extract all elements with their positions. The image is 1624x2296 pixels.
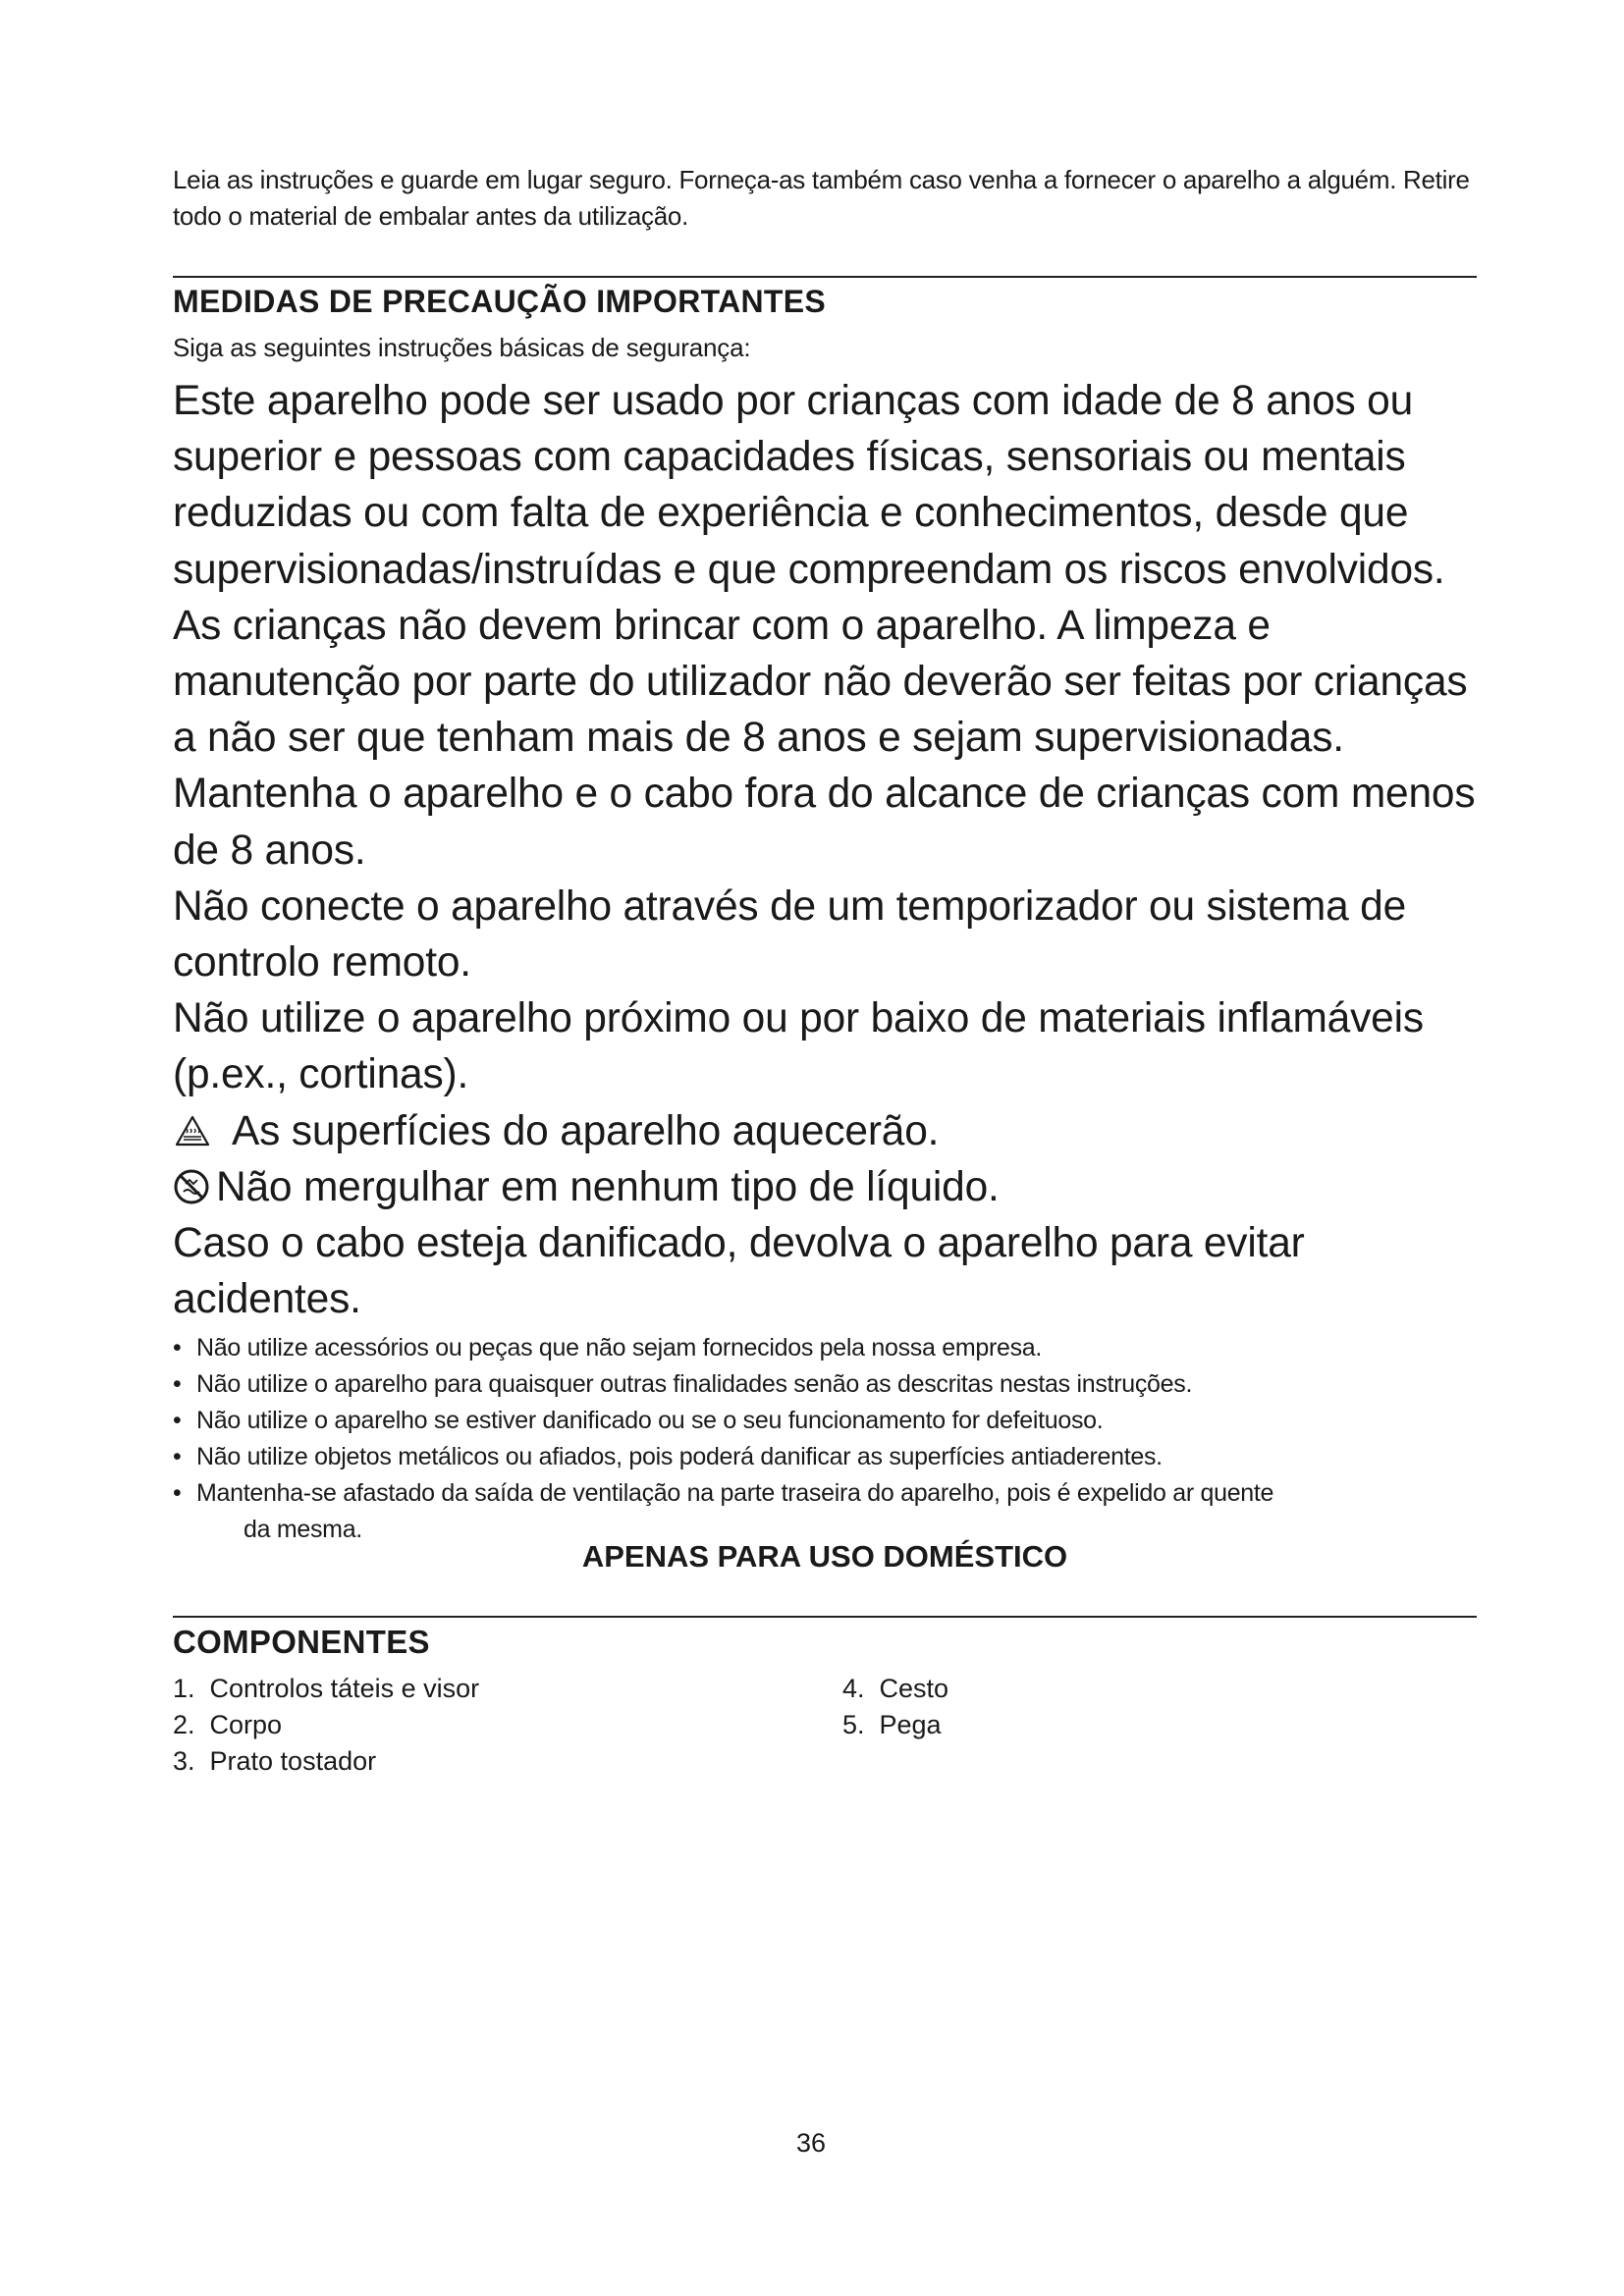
item-number: 5. xyxy=(842,1710,865,1739)
list-item xyxy=(842,1707,948,1743)
hot-surface-text: As superfícies do aparelho aquecerão. xyxy=(232,1107,940,1154)
components-list-right xyxy=(842,1671,948,1743)
bullet-list xyxy=(173,1330,1477,1548)
no-immerse-line xyxy=(173,1159,1489,1215)
bullet-text-continuation: da mesma. xyxy=(244,1516,362,1543)
item-number: 1. xyxy=(173,1674,195,1703)
hot-surface-warning-icon xyxy=(175,1115,210,1147)
item-label: Cesto xyxy=(879,1674,949,1703)
bullet-text: Não utilize o aparelho para quaisquer outras finalidades senão as descritas nestas instruções. xyxy=(196,1370,1193,1398)
list-item xyxy=(173,1439,1477,1475)
children-supervision-warning: Este aparelho pode ser usado por crianças com idade de 8 anos ou superior e pessoas com capacidades físicas, sensoriais ou mentais reduzidas ou com falta de experiência e conhecimentos, desde que supervisionadas/instruídas e que compreendam os riscos envolvidos. As crianças não devem brincar com o aparelho. A limpeza e manutenção por parte do utilizador não deverão ser feitas por crianças a não ser que tenham mais de 8 anos e sejam supervisionadas. Mantenha o aparelho e o cabo fora do alcance de crianças com menos de 8 anos. xyxy=(173,378,1476,874)
bullet-dot: • xyxy=(173,1407,182,1434)
list-item xyxy=(173,1403,1477,1439)
bullet-dot: • xyxy=(173,1334,182,1362)
item-number: 2. xyxy=(173,1710,195,1739)
item-label: Corpo xyxy=(209,1710,283,1739)
item-label: Controlos táteis e visor xyxy=(209,1674,480,1703)
intro-text: Leia as instruções e guarde em lugar seguro. Forneça-as também caso venha a fornecer o aparelho a alguém. Retire todo o material de embalar antes da utilização. xyxy=(173,165,1470,231)
list-item xyxy=(842,1671,948,1707)
cable-warning: Caso o cabo esteja danificado, devolva o aparelho para evitar acidentes. xyxy=(173,1220,1305,1323)
bullet-text: Mantenha-se afastado da saída de ventilação na parte traseira do aparelho, pois é expelido ar quente xyxy=(196,1479,1274,1507)
domestic-use-notice: APENAS PARA USO DOMÉSTICO xyxy=(581,1539,1068,1574)
page-number: 36 xyxy=(795,2128,827,2158)
do-not-immerse-icon xyxy=(173,1168,210,1205)
components-list-left xyxy=(173,1671,479,1780)
components-title: COMPONENTES xyxy=(173,1624,430,1660)
list-item xyxy=(173,1707,479,1743)
bullet-text: Não utilize objetos metálicos ou afiados, pois poderá danificar as superfícies antiaderentes. xyxy=(196,1443,1163,1470)
timer-warning: Não conecte o aparelho através de um temporizador ou sistema de controlo remoto. xyxy=(173,882,1407,987)
bullet-text: Não utilize acessórios ou peças que não sejam fornecidos pela nossa empresa. xyxy=(196,1334,1043,1362)
item-label: Pega xyxy=(879,1710,942,1739)
bullet-text: Não utilize o aparelho se estiver danificado ou se o seu funcionamento for defeituoso. xyxy=(196,1407,1104,1434)
list-item xyxy=(173,1330,1477,1366)
list-item xyxy=(173,1475,1477,1548)
section-divider-precautions xyxy=(173,276,1477,278)
list-item xyxy=(173,1743,479,1780)
list-item xyxy=(173,1671,479,1707)
precautions-title: MEDIDAS DE PRECAUÇÃO IMPORTANTES xyxy=(173,284,827,319)
bullet-dot: • xyxy=(173,1479,182,1507)
bullet-dot: • xyxy=(173,1370,182,1398)
precautions-subtitle: Siga as seguintes instruções básicas de segurança: xyxy=(173,333,751,362)
hot-surface-line xyxy=(173,1103,1489,1159)
no-immerse-text: Não mergulhar em nenhum tipo de líquido. xyxy=(216,1163,1000,1210)
large-warnings xyxy=(173,373,1489,1327)
bullet-dot: • xyxy=(173,1443,182,1470)
section-divider-components xyxy=(173,1616,1477,1618)
list-item xyxy=(173,1366,1477,1403)
flammable-warning: Não utilize o aparelho próximo ou por baixo de materiais inflamáveis (p.ex., cortinas). xyxy=(173,995,1424,1098)
item-label: Prato tostador xyxy=(209,1746,377,1776)
item-number: 4. xyxy=(842,1674,865,1703)
item-number: 3. xyxy=(173,1746,195,1776)
manual-page xyxy=(173,0,1477,2296)
